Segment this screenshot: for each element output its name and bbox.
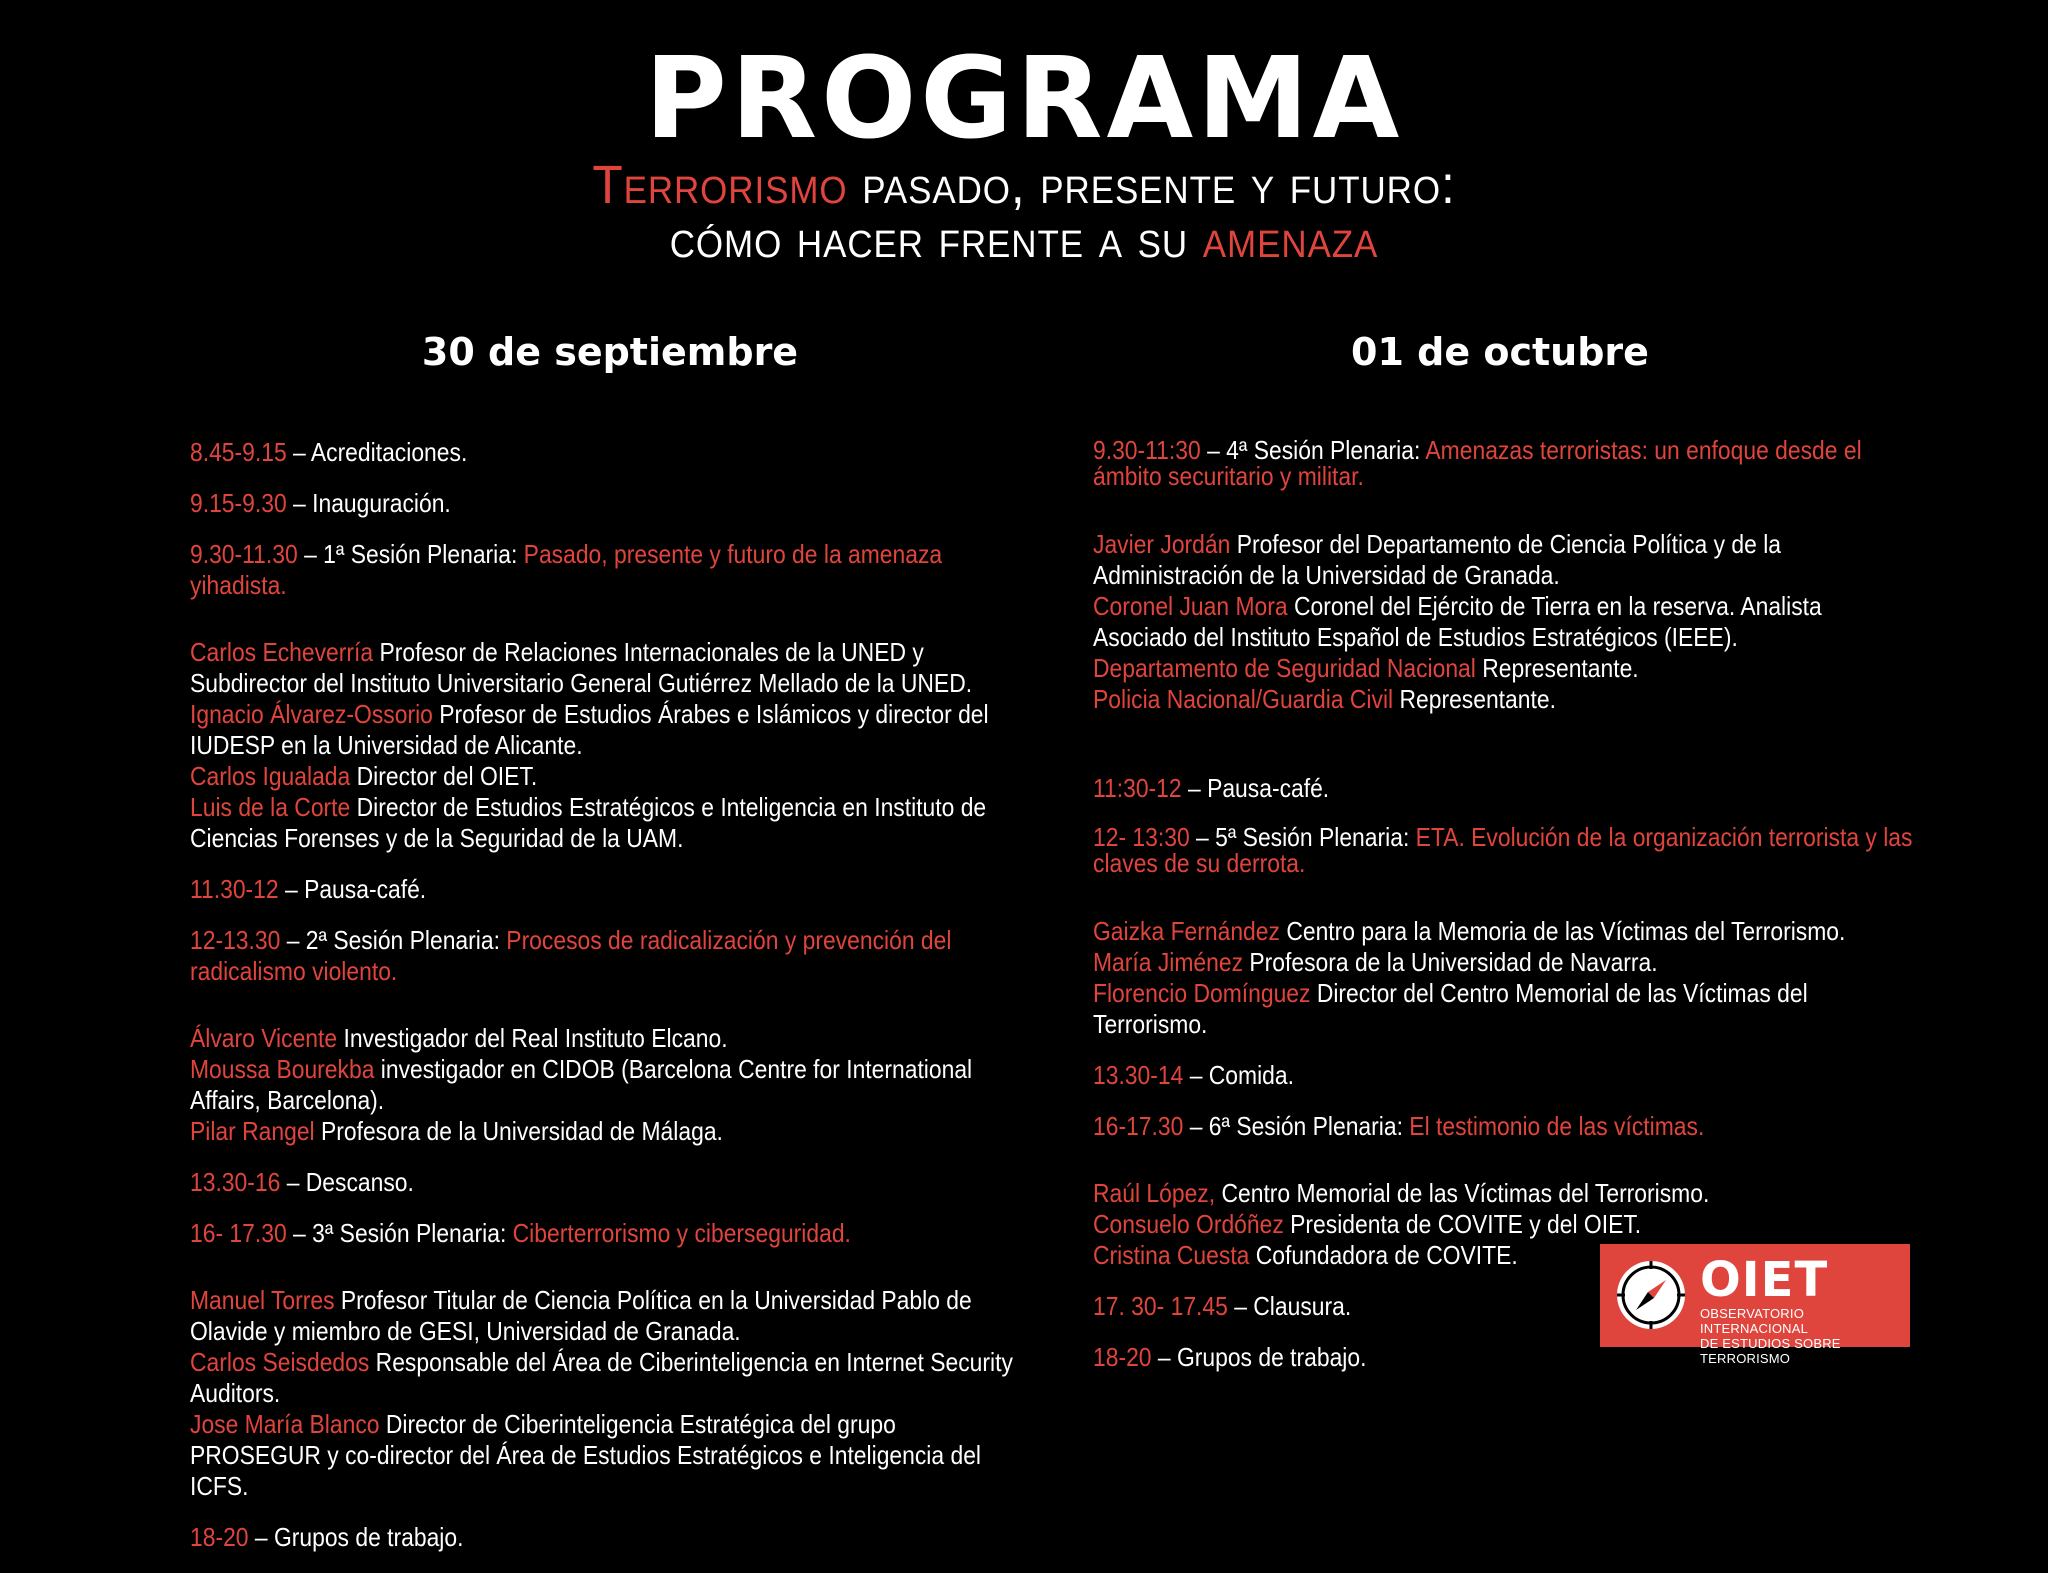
item-time: 13.30-16 xyxy=(190,1167,281,1197)
speaker-desc: Presidenta de COVITE y del OIET. xyxy=(1283,1209,1642,1239)
speaker-name: Consuelo Ordóñez xyxy=(1093,1209,1284,1239)
speaker-name: Manuel Torres xyxy=(190,1285,335,1315)
compass-icon xyxy=(1614,1258,1688,1332)
speaker xyxy=(1093,1178,1920,1209)
speaker-name: María Jiménez xyxy=(1093,947,1244,977)
item-time: 9.30-11.30 xyxy=(190,539,298,569)
speaker-desc: Centro para la Memoria de las Víctimas del Terrorismo. xyxy=(1279,916,1846,946)
speaker-name: Pilar Rangel xyxy=(190,1116,315,1146)
session-topic: Pasado, presente y futuro de la amenaza yihadista. xyxy=(190,539,943,600)
subtitle-terrorismo: Terrorismo xyxy=(592,155,848,215)
logo-desc-line2: DE ESTUDIOS SOBRE TERRORISMO xyxy=(1700,1336,1841,1366)
item-time: 17. 30- 17.45 xyxy=(1093,1291,1228,1321)
item-text: – Inauguración. xyxy=(286,488,451,518)
item-time: 18-20 xyxy=(1093,1342,1152,1372)
speaker-desc: investigador en CIDOB (Barcelona Centre for International Affairs, Barcelona). xyxy=(190,1054,973,1115)
speaker-desc: Representante. xyxy=(1475,653,1639,683)
logo-desc-line1: OBSERVATORIO INTERNACIONAL xyxy=(1700,1306,1809,1336)
speaker-name: Javier Jordán xyxy=(1093,529,1231,559)
item-text: – 6ª Sesión Plenaria: xyxy=(1183,1111,1410,1141)
item-text: – Acreditaciones. xyxy=(286,437,468,467)
page-subtitle xyxy=(82,155,1966,269)
speaker-desc: Centro Memorial de las Víctimas del Terrorismo. xyxy=(1215,1178,1710,1208)
item-text: – Descanso. xyxy=(280,1167,414,1197)
speaker-name: Carlos Echeverría xyxy=(190,637,374,667)
speaker xyxy=(1093,916,1920,947)
speaker xyxy=(190,1054,1017,1116)
item-time: 13.30-14 xyxy=(1093,1060,1184,1090)
schedule-item-descanso xyxy=(190,1167,1017,1198)
speaker xyxy=(190,761,1017,792)
subtitle-line1: pasado, presente y futuro: xyxy=(847,155,1456,215)
speaker-name: Moussa Bourekba xyxy=(190,1054,375,1084)
speaker-desc: Profesor del Departamento de Ciencia Política y de la Administración de la Universidad de Granada. xyxy=(1093,529,1782,590)
speaker xyxy=(1093,947,1920,978)
page-title: PROGRAMA xyxy=(644,34,1404,164)
speaker-name: Raúl López, xyxy=(1093,1178,1216,1208)
schedule-item-session-4 xyxy=(1093,437,1920,489)
speaker xyxy=(190,637,1017,699)
item-text: – Comida. xyxy=(1183,1060,1294,1090)
item-time: 11.30-12 xyxy=(190,874,279,904)
speaker-name: Carlos Seisdedos xyxy=(190,1347,370,1377)
item-text: – Clausura. xyxy=(1227,1291,1352,1321)
speaker xyxy=(190,1285,1017,1347)
item-time: 9.15-9.30 xyxy=(190,488,287,518)
speaker xyxy=(190,1023,1017,1054)
speaker-desc: Profesor Titular de Ciencia Política en la Universidad Pablo de Olavide y miembro de GESI, Universidad de Granada. xyxy=(190,1285,972,1346)
item-text: – Grupos de trabajo. xyxy=(248,1522,464,1552)
speaker-name: Coronel Juan Mora xyxy=(1093,591,1288,621)
logo-name: OIET xyxy=(1700,1252,1829,1308)
schedule-item-session-3 xyxy=(190,1218,1017,1249)
speaker xyxy=(190,792,1017,854)
item-time: 18-20 xyxy=(190,1522,249,1552)
session-3-speakers xyxy=(190,1285,1017,1502)
session-topic: Amenazas terroristas: un enfoque desde el ámbito securitario y militar. xyxy=(1093,435,1862,491)
session-topic: Procesos de radicalización y prevención del radicalismo violento. xyxy=(190,925,952,986)
speaker-name: Departamento de Seguridad Nacional xyxy=(1093,653,1476,683)
item-time: 16-17.30 xyxy=(1093,1111,1184,1141)
session-1-speakers xyxy=(190,637,1017,854)
schedule-item-session-6 xyxy=(1093,1111,1920,1142)
schedule-item-grupos xyxy=(190,1522,1017,1553)
item-text: – 1ª Sesión Plenaria: xyxy=(297,539,524,569)
speaker-name: Policia Nacional/Guardia Civil xyxy=(1093,684,1394,714)
speaker xyxy=(190,1347,1017,1409)
speaker xyxy=(190,1116,1017,1147)
speaker-desc: Profesora de la Universidad de Navarra. xyxy=(1243,947,1658,977)
session-topic: Ciberterrorismo y ciberseguridad. xyxy=(512,1218,851,1248)
day2-heading: 01 de octubre xyxy=(1351,330,1649,374)
session-topic: ETA. Evolución de la organización terrorista y las claves de su derrota. xyxy=(1093,822,1913,878)
speaker-name: Carlos Igualada xyxy=(190,761,351,791)
logo-description xyxy=(1700,1306,1910,1366)
speaker-desc: Director del OIET. xyxy=(350,761,538,791)
schedule-item-session-1 xyxy=(190,539,1017,601)
item-text: – 4ª Sesión Plenaria: xyxy=(1200,435,1426,465)
speaker-desc: Director de Estudios Estratégicos e Inteligencia en Instituto de Ciencias Forenses y de la Seguridad de la UAM. xyxy=(190,792,987,853)
item-text: – Pausa-café. xyxy=(278,874,427,904)
page-header xyxy=(0,34,2048,269)
speaker-desc: Director de Ciberinteligencia Estratégica del grupo PROSEGUR y co-director del Área de Estudios Estratégicos e Inteligencia del ICFS. xyxy=(190,1409,982,1501)
subtitle-line2: cómo hacer frente a su xyxy=(669,209,1203,269)
speaker-name: Álvaro Vicente xyxy=(190,1023,338,1053)
speaker-name: Luis de la Corte xyxy=(190,792,351,822)
speaker-desc: Profesor de Relaciones Internacionales de la UNED y Subdirector del Instituto Universitario General Gutiérrez Mellado de la UNED. xyxy=(190,637,973,698)
speaker-name: Gaizka Fernández xyxy=(1093,916,1280,946)
speaker-name: Ignacio Álvarez-Ossorio xyxy=(190,699,433,729)
item-time: 9.30-11:30 xyxy=(1093,435,1201,465)
item-time: 8.45-9.15 xyxy=(190,437,287,467)
schedule-item-session-5 xyxy=(1093,824,1920,876)
subtitle-amenaza: amenaza xyxy=(1202,209,1379,269)
day1-heading: 30 de septiembre xyxy=(421,330,799,374)
speaker xyxy=(1093,684,1920,715)
speaker-desc: Director del Centro Memorial de las Víctimas del Terrorismo. xyxy=(1093,978,1808,1039)
speaker-desc: Profesor de Estudios Árabes e Islámicos y director del IUDESP en la Universidad de Alicante. xyxy=(190,699,989,760)
item-text: – 5ª Sesión Plenaria: xyxy=(1189,822,1416,852)
item-time: 12-13.30 xyxy=(190,925,281,955)
oiet-logo xyxy=(1600,1244,1910,1366)
schedule-item-comida xyxy=(1093,1060,1920,1091)
item-time: 16- 17.30 xyxy=(190,1218,287,1248)
session-2-speakers xyxy=(190,1023,1017,1147)
item-text: – 2ª Sesión Plenaria: xyxy=(280,925,507,955)
session-4-speakers xyxy=(1093,529,1920,715)
speaker-desc: Coronel del Ejército de Tierra en la reserva. Analista Asociado del Instituto Español de Estudios Estratégicos (IEEE). xyxy=(1093,591,1822,652)
speaker xyxy=(1093,529,1920,591)
item-time: 11:30-12 xyxy=(1093,773,1182,803)
session-topic: El testimonio de las víctimas. xyxy=(1409,1111,1705,1141)
item-time: 12- 13:30 xyxy=(1093,822,1190,852)
item-text: – 3ª Sesión Plenaria: xyxy=(286,1218,513,1248)
speaker xyxy=(190,1409,1017,1502)
session-5-speakers xyxy=(1093,916,1920,1040)
speaker-desc: Cofundadora de COVITE. xyxy=(1249,1240,1518,1270)
speaker-desc: Investigador del Real Instituto Elcano. xyxy=(337,1023,728,1053)
day1-schedule xyxy=(190,437,1017,1573)
speaker xyxy=(1093,653,1920,684)
speaker xyxy=(1093,978,1920,1040)
schedule-item-session-2 xyxy=(190,925,1017,987)
speaker xyxy=(1093,591,1920,653)
speaker-desc: Representante. xyxy=(1393,684,1556,714)
speaker-desc: Responsable del Área de Ciberinteligencia en Internet Security Auditors. xyxy=(190,1347,1013,1408)
speaker xyxy=(190,699,1017,761)
item-text: – Pausa-café. xyxy=(1181,773,1330,803)
item-text: – Grupos de trabajo. xyxy=(1151,1342,1367,1372)
speaker-name: Jose María Blanco xyxy=(190,1409,380,1439)
schedule-item-inauguracion xyxy=(190,488,1017,519)
speaker-name: Florencio Domínguez xyxy=(1093,978,1311,1008)
schedule-item-acreditaciones xyxy=(190,437,1017,468)
speaker xyxy=(1093,1209,1920,1240)
speaker-name: Cristina Cuesta xyxy=(1093,1240,1250,1270)
schedule-item-cafe xyxy=(1093,773,1920,804)
schedule-item-cafe xyxy=(190,874,1017,905)
speaker-desc: Profesora de la Universidad de Málaga. xyxy=(314,1116,723,1146)
